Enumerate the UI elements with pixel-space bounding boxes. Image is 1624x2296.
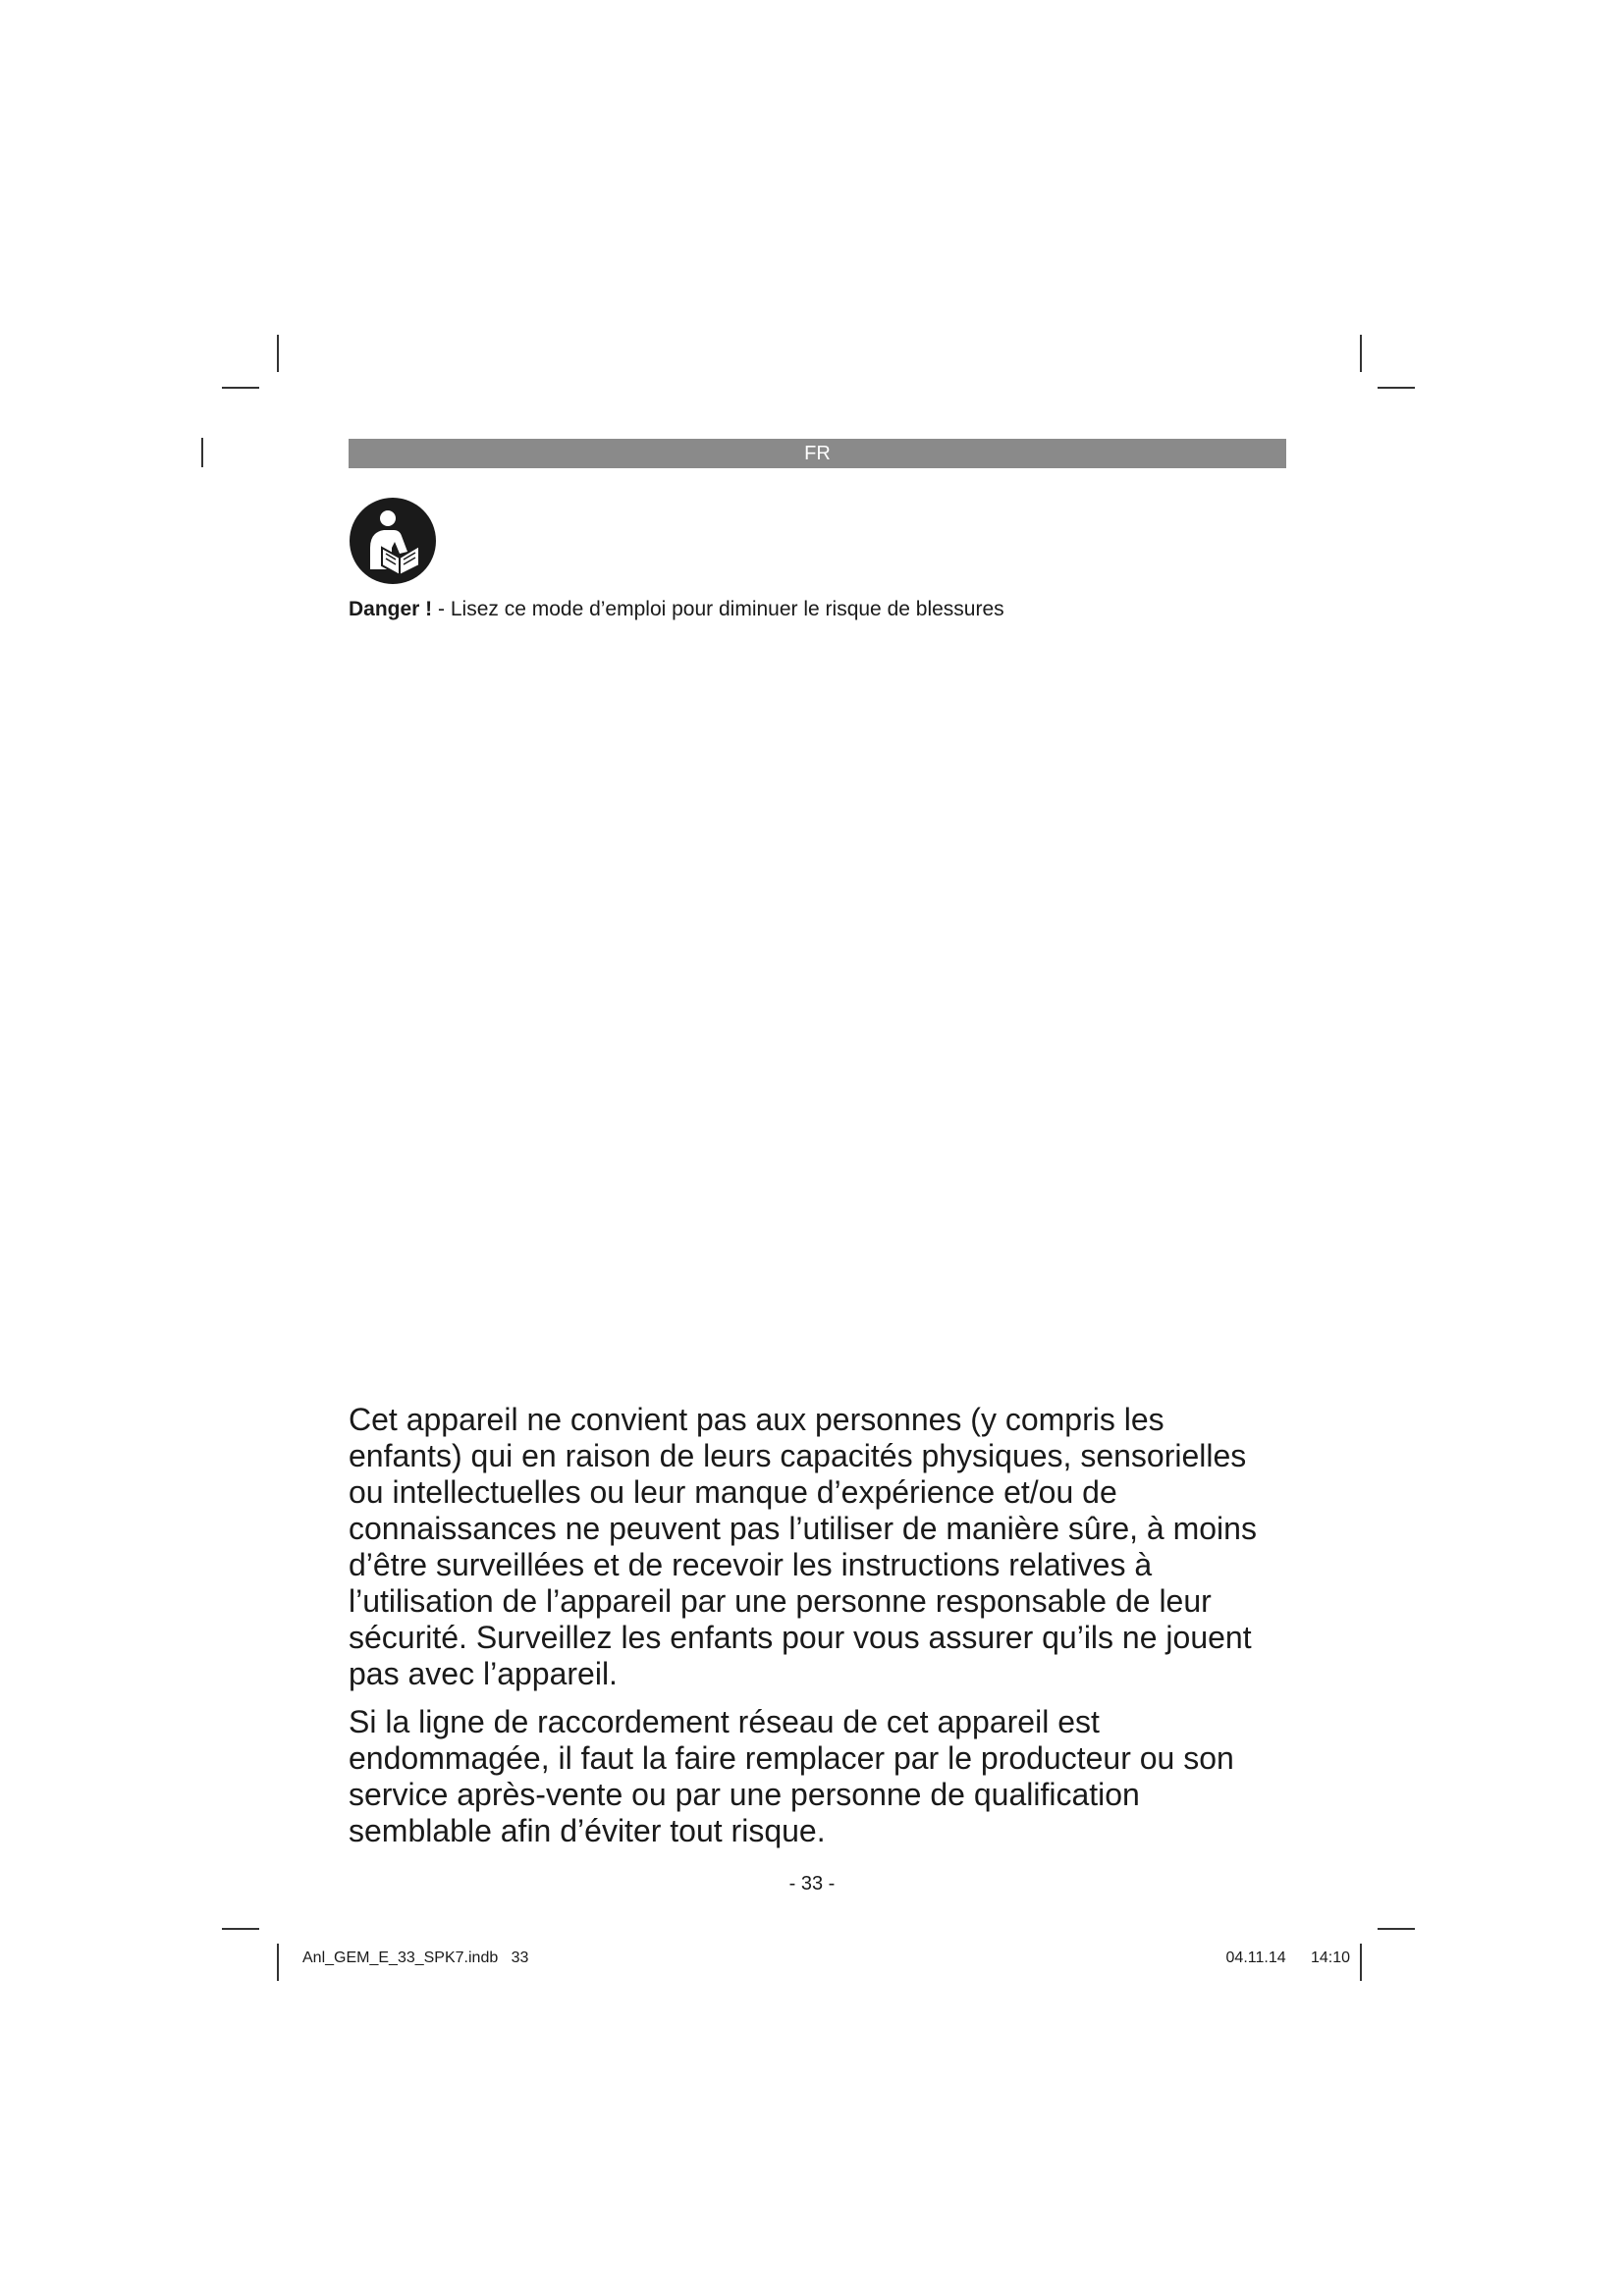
cable-paragraph: Si la ligne de raccordement réseau de cet appareil est endommagée, il faut la faire remplacer par le producteur ou son service après-vente ou par une personne de qualification semblable afin d’éviter tout risque. (349, 1704, 1234, 1848)
crop-mark (1360, 335, 1362, 372)
danger-text: - Lisez ce mode d’emploi pour diminuer le risque de blessures (432, 598, 1004, 620)
crop-mark (277, 335, 279, 372)
crop-mark (201, 438, 203, 467)
safety-paragraph: Cet appareil ne convient pas aux personnes (y compris les enfants) qui en raison de leurs capacités physiques, sensorielles ou intellectuelles ou leur manque d’expérience et/ou de connaissances ne peuvent pas l’utiliser de manière sûre, à moins d’être surveillées et de recevoir les instructions relatives à l’utilisation de l’appareil par une personne responsable de leur sécurité. Surveillez les enfants pour vous assurer qu’ils ne jouent pas avec l’appareil. (349, 1402, 1257, 1691)
danger-warning (349, 596, 1004, 623)
crop-mark (1378, 1928, 1415, 1930)
read-manual-icon (349, 497, 437, 585)
print-timestamp: 04.11.14 14:10 (1225, 1949, 1350, 1966)
danger-label: Danger ! (349, 598, 433, 620)
page-number: - 33 - (788, 1873, 836, 1895)
crop-mark (277, 1944, 279, 1981)
crop-mark (1360, 1944, 1362, 1981)
file-info: Anl_GEM_E_33_SPK7.indb 33 (302, 1949, 529, 1966)
language-header: FR (349, 439, 1286, 468)
crop-mark (222, 1928, 259, 1930)
crop-mark (222, 387, 259, 389)
crop-mark (1378, 387, 1415, 389)
